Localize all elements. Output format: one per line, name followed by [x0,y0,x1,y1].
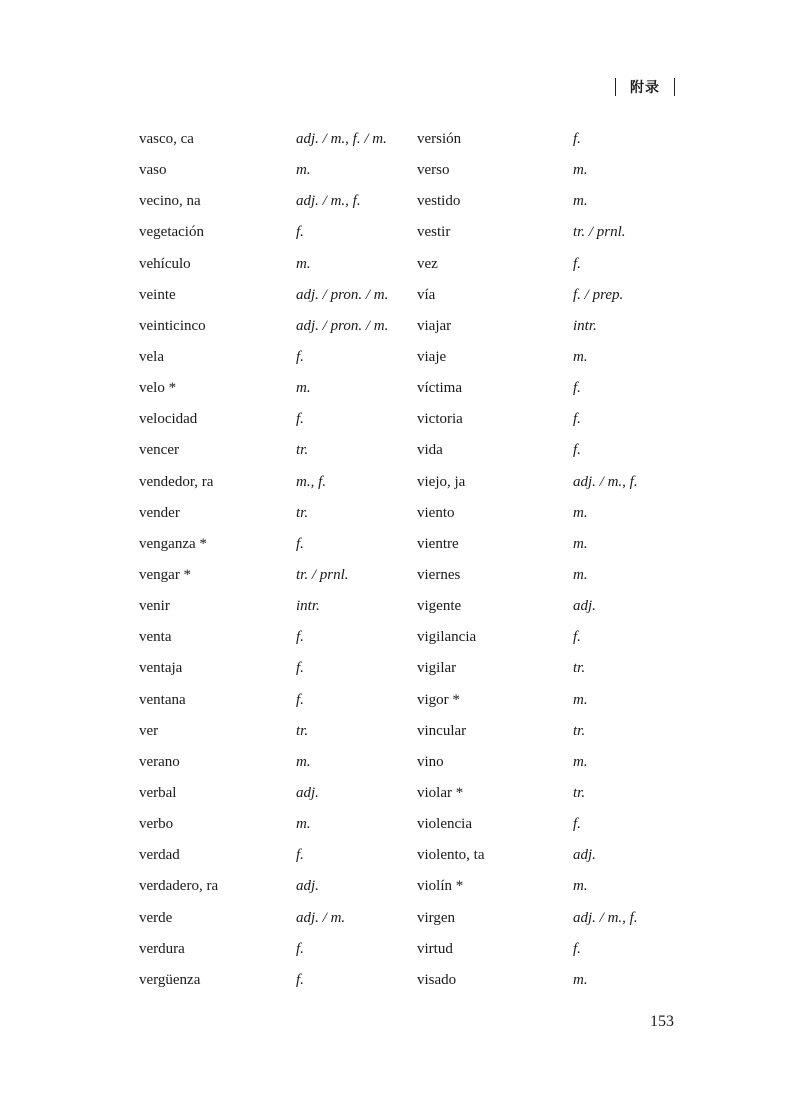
right-word: vigor * [417,691,460,708]
right-word: vincular [417,722,467,739]
table-row [0,622,800,653]
right-word: vientre [417,535,459,552]
right-category: adj. / m., f. [573,909,638,926]
left-category: tr. [296,722,309,739]
table-row [0,155,800,186]
table-row [0,934,800,965]
right-word: vino [417,753,444,770]
right-word: viejo, ja [417,473,466,490]
left-category: adj. [296,784,319,801]
left-word: vasco, ca [139,131,194,147]
left-word: vecino, na [139,193,201,210]
left-word: verbo [139,816,174,833]
right-word: viaje [417,348,447,365]
right-category: m. [573,878,588,895]
left-category: m. [296,816,311,833]
left-category: adj. / pron. / m. [296,286,389,303]
left-word: veinticinco [139,317,206,334]
left-category: f. [296,411,304,428]
left-word: verde [139,909,173,926]
left-category: tr. [296,504,309,521]
table-row [0,871,800,902]
right-word: vía [417,286,436,303]
table-row [0,778,800,809]
right-word: vestido [417,193,461,210]
right-word: viernes [417,566,461,583]
right-word: vigilar [417,660,457,677]
table-row [0,311,800,342]
right-word: viento [417,504,455,521]
page-number: 153 [650,1013,674,1030]
right-category: m. [573,566,588,583]
table-row [0,249,800,280]
left-category: f. [296,535,304,552]
right-category: adj. [573,598,596,615]
right-word: violín * [417,878,464,895]
header-divider-right [674,78,675,96]
right-category: intr. [573,317,597,334]
right-word: virtud [417,940,453,957]
table-row [0,124,800,155]
table-row [0,217,800,248]
left-category: m. [296,380,311,397]
table-row [0,685,800,716]
left-word: venta [139,629,172,646]
right-category: f. [573,629,581,646]
left-category: adj. / m., f. / m. [296,131,387,147]
left-word: vehículo [139,255,191,272]
table-row [0,653,800,684]
table-row [0,840,800,871]
right-category: tr. / prnl. [573,224,626,241]
left-word: vender [139,504,180,521]
left-category: f. [296,691,304,708]
right-category: adj. [573,847,596,864]
right-word: vestir [417,224,451,241]
table-row [0,373,800,404]
vocabulary-list [0,124,800,996]
left-category: f. [296,629,304,646]
left-word: vengar * [139,566,192,583]
right-word: versión [417,131,462,147]
table-row [0,498,800,529]
header-divider-left [615,78,616,96]
left-word: vergüenza [139,971,201,988]
header-title: 附录 [630,80,660,96]
running-header [600,76,690,98]
right-category: f. [573,940,581,957]
right-word: vigente [417,598,462,615]
table-row [0,903,800,934]
right-category: tr. [573,660,586,677]
right-word: violencia [417,816,472,833]
right-category: m. [573,348,588,365]
left-category: f. [296,940,304,957]
right-word: viajar [417,317,452,334]
table-row [0,186,800,217]
right-category: f. [573,442,581,459]
left-word: vela [139,348,164,365]
left-word: verdadero, ra [139,878,219,895]
table-row [0,747,800,778]
left-category: m. [296,753,311,770]
left-word: ver [139,722,159,739]
right-category: tr. [573,784,586,801]
left-word: verdad [139,847,180,864]
right-category: adj. / m., f. [573,473,638,490]
left-category: intr. [296,598,320,615]
table-row [0,965,800,996]
left-word: vaso [139,162,167,179]
left-category: m. [296,255,311,272]
left-category: adj. / m. [296,909,346,926]
left-word: vendedor, ra [139,473,214,490]
left-category: f. [296,847,304,864]
right-word: verso [417,162,450,179]
left-word: ventana [139,691,186,708]
table-row [0,404,800,435]
table-row [0,280,800,311]
right-category: f. [573,411,581,428]
table-row [0,560,800,591]
right-word: vigilancia [417,629,477,646]
table-row [0,435,800,466]
left-word: venganza * [139,535,207,552]
left-category: m. [296,162,311,179]
table-row [0,529,800,560]
right-category: m. [573,971,588,988]
left-category: f. [296,660,304,677]
right-word: violento, ta [417,847,485,864]
right-category: f. / prep. [573,286,624,303]
right-word: virgen [417,909,456,926]
left-category: f. [296,971,304,988]
right-category: m. [573,504,588,521]
right-category: tr. [573,722,586,739]
right-word: victoria [417,411,463,428]
right-word: vez [417,255,438,272]
right-category: m. [573,535,588,552]
left-word: vencer [139,442,179,459]
right-category: f. [573,380,581,397]
left-category: adj. [296,878,319,895]
table-row [0,809,800,840]
right-category: f. [573,255,581,272]
left-word: ventaja [139,660,183,677]
right-category: m. [573,691,588,708]
right-category: m. [573,193,588,210]
left-word: velocidad [139,411,198,428]
right-word: vida [417,442,443,459]
right-category: f. [573,131,581,147]
table-row [0,467,800,498]
right-category: m. [573,753,588,770]
right-word: víctima [417,380,462,397]
left-category: m., f. [296,473,326,490]
table-row [0,591,800,622]
left-word: verbal [139,784,177,801]
right-word: visado [417,971,457,988]
left-word: venir [139,598,170,615]
left-word: veinte [139,286,176,303]
table-row [0,342,800,373]
right-category: f. [573,816,581,833]
left-category: tr. / prnl. [296,566,349,583]
right-word: violar * [417,784,464,801]
left-category: f. [296,224,304,241]
left-category: adj. / pron. / m. [296,317,389,334]
right-category: m. [573,162,588,179]
left-word: vegetación [139,224,204,241]
table-row [0,716,800,747]
left-word: verdura [139,940,185,957]
left-word: velo * [139,380,177,397]
left-word: verano [139,753,180,770]
left-category: adj. / m., f. [296,193,361,210]
left-category: tr. [296,442,309,459]
left-category: f. [296,348,304,365]
